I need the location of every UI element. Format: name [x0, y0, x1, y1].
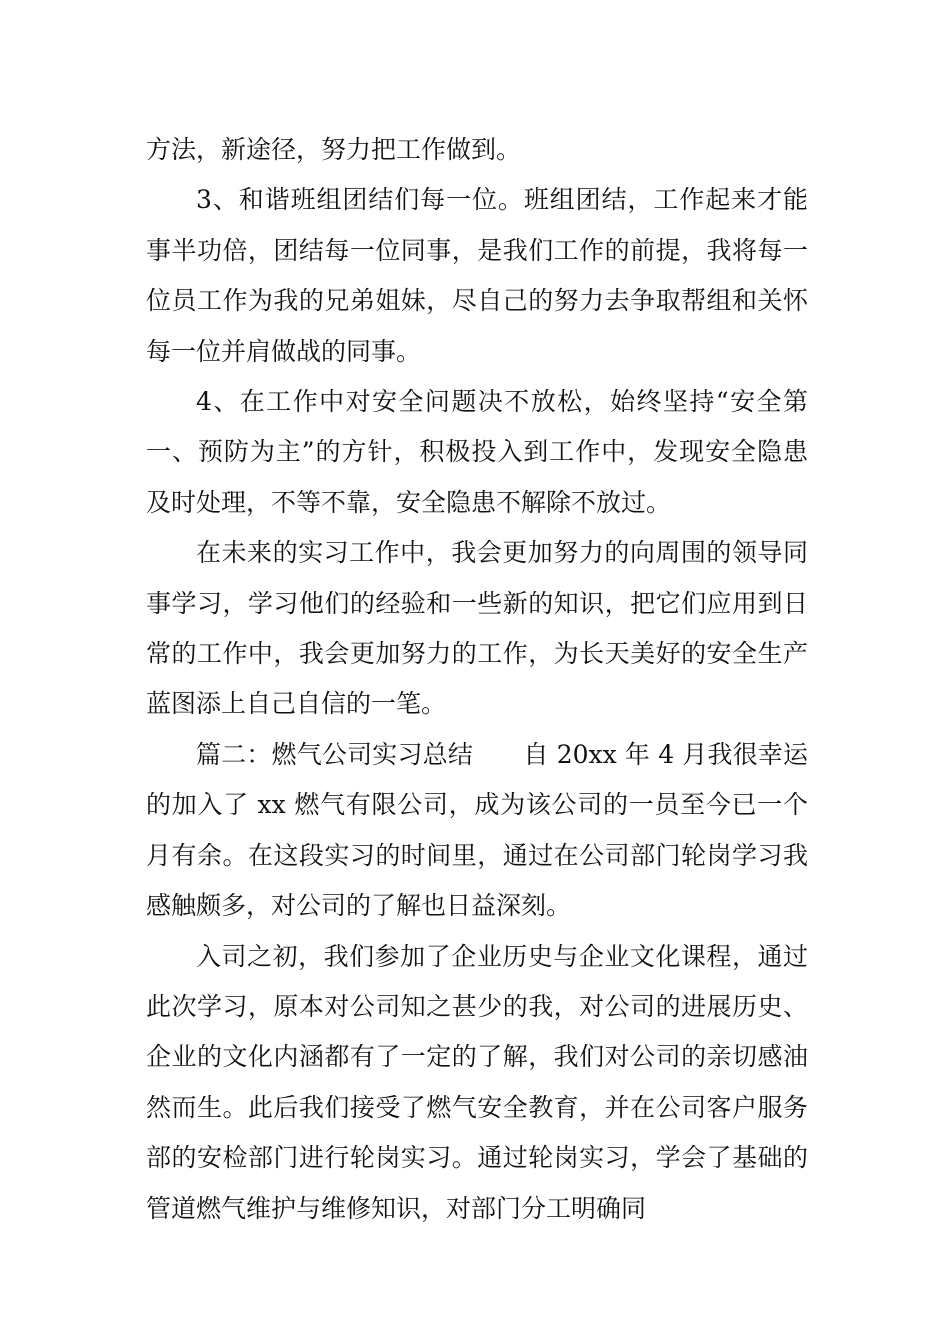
paragraph-item-4: 4、在工作中对安全问题决不放松，始终坚持“安全第一、预防为主”的方针，积极投入到工作中，发现安全隐患及时处理，不等不靠，安全隐患不解除不放过。: [146, 387, 808, 517]
paragraph-future-plan: 在未来的实习工作中，我会更加努力的向周围的领导同事学习，学习他们的经验和一些新的知识，把它们应用到日常的工作中，我会更加努力的工作，为长天美好的安全生产蓝图添上自己自信的一笔。: [146, 538, 808, 719]
paragraph-section-two-intro: 篇二：燃气公司实习总结 自 20xx 年 4 月我很幸运的加入了 xx 燃气有限公司，成为该公司的一员至今已一个月有余。在这段实习的时间里，通过在公司部门轮岗学习我感触颇多，对公司的了解也日益深刻。: [146, 739, 808, 921]
body-text: [146, 125, 808, 1234]
paragraph-onboarding: 入司之初，我们参加了企业历史与企业文化课程，通过此次学习，原本对公司知之甚少的我，对公司的进展历史、企业的文化内涵都有了一定的了解，我们对公司的亲切感油然而生。此后我们接受了燃气安全教育，并在公司客户服务部的安检部门进行轮岗实习。通过轮岗实习，学会了基础的管道燃气维护与维修知识，对部门分工明确同: [146, 941, 808, 1223]
paragraph-continuation: 方法，新途径，努力把工作做到。: [146, 135, 522, 164]
paragraph-item-3: 3、和谐班组团结们每一位。班组团结，工作起来才能事半功倍，团结每一位同事，是我们工作的前提，我将每一位员工作为我的兄弟姐妹，尽自己的努力去争取帮组和关怀每一位并肩做战的同事。: [146, 185, 808, 366]
